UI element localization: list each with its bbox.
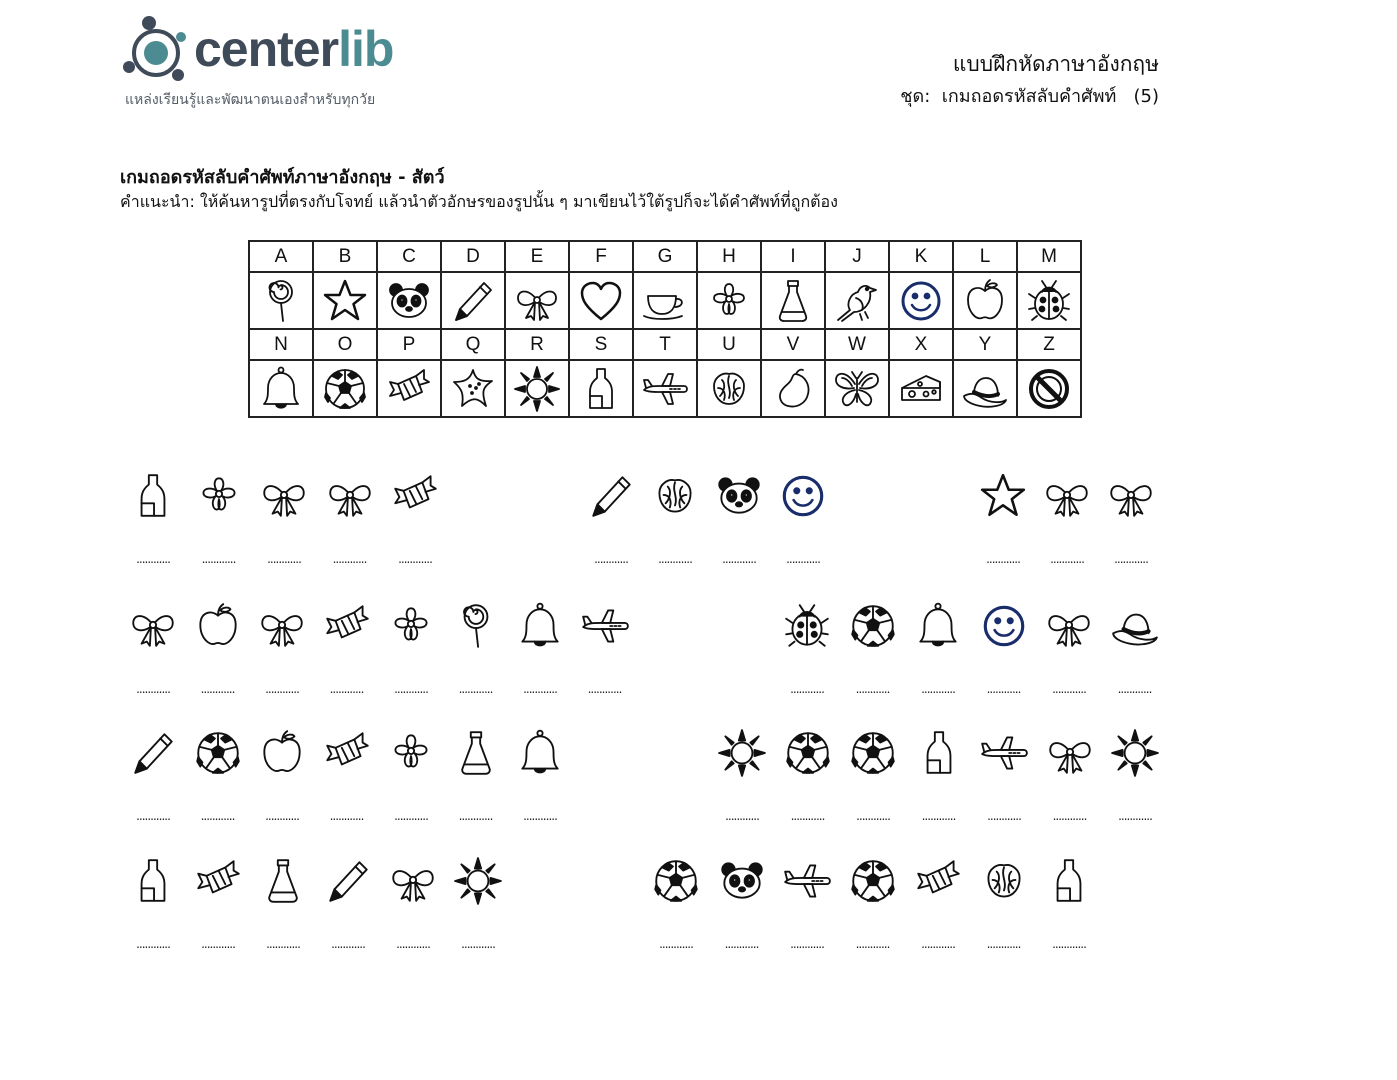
answer-blank[interactable]: ............ xyxy=(1114,552,1148,566)
puzzle-symbol xyxy=(1039,600,1099,696)
key-letter-cell: N xyxy=(249,329,313,360)
apple-icon xyxy=(960,276,1010,326)
key-icon-cell xyxy=(825,272,889,329)
answer-blank[interactable]: ............ xyxy=(329,682,364,696)
answer-blank[interactable]: ............ xyxy=(987,809,1021,823)
key-icon-cell xyxy=(761,272,825,329)
puzzle-symbol xyxy=(383,855,443,951)
star-icon xyxy=(320,276,370,326)
answer-blank[interactable]: ............ xyxy=(1052,809,1087,823)
answer-blank[interactable]: ............ xyxy=(136,682,170,696)
puzzle-symbol xyxy=(974,727,1034,823)
key-icon-cell xyxy=(825,360,889,417)
hat-icon xyxy=(960,364,1010,414)
puzzle-symbol xyxy=(973,470,1033,566)
sun-icon xyxy=(716,727,768,779)
bow-icon xyxy=(324,470,376,522)
answer-blank[interactable]: ............ xyxy=(790,809,825,823)
cabbage-icon xyxy=(978,855,1030,907)
puzzle-symbol xyxy=(123,855,183,951)
key-letter-cell: Y xyxy=(953,329,1017,360)
answer-blank[interactable]: ............ xyxy=(461,937,495,951)
puzzle-symbol xyxy=(448,855,508,951)
answer-blank[interactable]: ............ xyxy=(659,937,693,951)
bottle-icon xyxy=(1043,855,1095,907)
puzzle-symbol xyxy=(253,855,313,951)
candy-icon xyxy=(389,470,441,522)
game-title: เกมถอดรหัสลับคำศัพท์ภาษาอังกฤษ - สัตว์ xyxy=(120,167,445,188)
panda-icon xyxy=(716,855,768,907)
airplane-icon xyxy=(579,600,631,652)
flower-icon xyxy=(385,600,437,652)
logo-molecule-icon xyxy=(120,15,192,87)
starfish-icon xyxy=(448,364,498,414)
sun-icon xyxy=(1109,727,1161,779)
key-letter-cell: B xyxy=(313,241,377,272)
set-name: เกมถอดรหัสลับคำศัพท์ xyxy=(941,86,1117,107)
key-icon-cell xyxy=(505,272,569,329)
key-letter-cell: G xyxy=(633,241,697,272)
puzzle-symbol xyxy=(712,727,772,823)
puzzle-symbol xyxy=(1039,855,1099,951)
puzzle-symbol xyxy=(254,470,314,566)
soccer-ball-icon xyxy=(192,727,244,779)
smiley-icon xyxy=(896,276,946,326)
puzzle-symbol xyxy=(974,855,1034,951)
answer-blank[interactable]: ............ xyxy=(523,682,557,696)
answer-blank[interactable]: ............ xyxy=(724,937,759,951)
key-icon-cell xyxy=(441,272,505,329)
key-letter-cell: V xyxy=(761,329,825,360)
set-label: ชุด: xyxy=(900,86,931,107)
bell-icon xyxy=(912,600,964,652)
set-number: (5) xyxy=(1133,86,1159,107)
key-icon-cell xyxy=(249,272,313,329)
puzzle-symbol xyxy=(252,727,312,823)
pencil-icon xyxy=(585,470,637,522)
smiley-icon xyxy=(777,470,829,522)
puzzle-symbol xyxy=(773,470,833,566)
answer-blank[interactable]: ............ xyxy=(265,809,299,823)
answer-blank[interactable]: ............ xyxy=(594,552,628,566)
answer-blank[interactable]: ............ xyxy=(332,552,367,566)
panda-icon xyxy=(713,470,765,522)
apple-icon xyxy=(192,600,244,652)
answer-blank[interactable]: ............ xyxy=(986,552,1020,566)
key-icon-cell xyxy=(1017,272,1081,329)
pencil-icon xyxy=(322,855,374,907)
bow-icon xyxy=(1105,470,1157,522)
bow-icon xyxy=(258,470,310,522)
puzzle-symbol xyxy=(381,600,441,696)
key-icon-cell xyxy=(953,360,1017,417)
sun-icon xyxy=(452,855,504,907)
puzzle-symbol xyxy=(645,470,705,566)
answer-blank[interactable]: ............ xyxy=(136,937,170,951)
no-sign-icon xyxy=(1024,364,1074,414)
lollipop-icon xyxy=(450,600,502,652)
answer-blank[interactable]: ............ xyxy=(136,552,170,566)
key-icon-cell xyxy=(569,272,633,329)
answer-blank[interactable]: ............ xyxy=(458,682,493,696)
answer-blank[interactable]: ............ xyxy=(329,809,364,823)
puzzle-symbol xyxy=(575,600,635,696)
logo-tagline: แหล่งเรียนรู้และพัฒนาตนเองสำหรับทุกวัย xyxy=(125,92,376,108)
worksheet-title: แบบฝึกหัดภาษาอังกฤษ xyxy=(952,52,1159,76)
answer-blank[interactable]: ............ xyxy=(201,552,236,566)
answer-blank[interactable]: ............ xyxy=(1052,937,1086,951)
answer-blank[interactable]: ............ xyxy=(986,937,1021,951)
key-icon-cell xyxy=(761,360,825,417)
key-icon-cell xyxy=(633,360,697,417)
answer-blank[interactable]: ............ xyxy=(790,937,824,951)
logo-wordmark: centerlib xyxy=(194,21,394,77)
answer-blank[interactable]: ............ xyxy=(856,809,890,823)
cabbage-icon xyxy=(704,364,754,414)
soccer-ball-icon xyxy=(847,855,899,907)
puzzle-symbol xyxy=(188,727,248,823)
code-key-table xyxy=(248,240,1082,418)
key-letter-cell: Z xyxy=(1017,329,1081,360)
soccer-ball-icon xyxy=(847,727,899,779)
ladybug-icon xyxy=(1024,276,1074,326)
puzzle-symbol xyxy=(1101,470,1161,566)
key-letter-cell: S xyxy=(569,329,633,360)
puzzle-symbol xyxy=(189,470,249,566)
answer-blank[interactable]: ............ xyxy=(265,682,299,696)
bow-icon xyxy=(387,855,439,907)
key-icon-cell xyxy=(633,272,697,329)
bow-icon xyxy=(1041,470,1093,522)
puzzle-symbol xyxy=(510,600,570,696)
bow-icon xyxy=(256,600,308,652)
key-letter-cell: M xyxy=(1017,241,1081,272)
flower-icon xyxy=(385,727,437,779)
candy-icon xyxy=(321,600,373,652)
puzzle-symbol xyxy=(188,600,248,696)
pencil-icon xyxy=(448,276,498,326)
puzzle-symbol xyxy=(709,470,769,566)
ladybug-icon xyxy=(781,600,833,652)
answer-blank[interactable]: ............ xyxy=(786,552,820,566)
puzzle-symbol xyxy=(123,727,183,823)
answer-blank[interactable]: ............ xyxy=(1117,682,1152,696)
puzzle-symbol xyxy=(909,727,969,823)
worksheet-set xyxy=(900,81,1159,110)
candy-icon xyxy=(192,855,244,907)
mango-icon xyxy=(768,364,818,414)
candy-icon xyxy=(912,855,964,907)
puzzle-symbol xyxy=(843,855,903,951)
puzzle-symbol xyxy=(252,600,312,696)
key-letter-cell: I xyxy=(761,241,825,272)
bell-icon xyxy=(514,600,566,652)
star-icon xyxy=(977,470,1029,522)
bottle-icon xyxy=(127,470,179,522)
key-icon-cell xyxy=(249,360,313,417)
answer-blank[interactable]: ............ xyxy=(1118,809,1152,823)
bottle-icon xyxy=(127,855,179,907)
puzzle-symbol xyxy=(1105,600,1165,696)
puzzle-symbol xyxy=(317,600,377,696)
key-letter-cell: Q xyxy=(441,329,505,360)
key-letter-cell: U xyxy=(697,329,761,360)
answer-blank[interactable]: ............ xyxy=(722,552,756,566)
hat-icon xyxy=(1109,600,1161,652)
answer-blank[interactable]: ............ xyxy=(921,937,955,951)
candy-icon xyxy=(321,727,373,779)
key-icon-cell xyxy=(889,360,953,417)
puzzle-symbol xyxy=(320,470,380,566)
answer-blank[interactable]: ............ xyxy=(398,552,432,566)
teacup-icon xyxy=(640,276,690,326)
soccer-ball-icon xyxy=(650,855,702,907)
answer-blank[interactable]: ............ xyxy=(201,937,235,951)
puzzle-symbol xyxy=(974,600,1034,696)
key-icon-cell xyxy=(569,360,633,417)
lollipop-icon xyxy=(256,276,306,326)
key-icon-cell xyxy=(505,360,569,417)
bottle-icon xyxy=(913,727,965,779)
puzzle-symbol xyxy=(123,470,183,566)
key-letter-cell: R xyxy=(505,329,569,360)
flower-icon xyxy=(704,276,754,326)
bow-icon xyxy=(1044,727,1096,779)
answer-blank[interactable]: ............ xyxy=(394,682,428,696)
puzzle-symbol xyxy=(646,855,706,951)
bird-icon xyxy=(832,276,882,326)
instruction-text: คำแนะนำ: ให้ค้นหารูปที่ตรงกับโจทย์ แล้วนำตัวอักษรของรูปนั้น ๆ มาเขียนไว้ใต้รูปก็จะได้คำศัพท์ที่ถูกต้อง xyxy=(120,192,838,211)
answer-blank[interactable]: ............ xyxy=(266,937,300,951)
answer-blank[interactable]: ............ xyxy=(523,809,557,823)
key-icon-cell xyxy=(953,272,1017,329)
key-letter-cell: F xyxy=(569,241,633,272)
answer-blank[interactable]: ............ xyxy=(458,809,493,823)
key-letter-cell: J xyxy=(825,241,889,272)
key-letter-cell: P xyxy=(377,329,441,360)
puzzle-symbol xyxy=(1105,727,1165,823)
puzzle-symbol xyxy=(843,727,903,823)
smiley-icon xyxy=(978,600,1030,652)
answer-blank[interactable]: ............ xyxy=(790,682,824,696)
key-letter-cell: C xyxy=(377,241,441,272)
answer-blank[interactable]: ............ xyxy=(986,682,1021,696)
puzzle-symbol xyxy=(712,855,772,951)
bell-icon xyxy=(256,364,306,414)
puzzle-symbol xyxy=(381,727,441,823)
key-icon-cell xyxy=(313,272,377,329)
panda-icon xyxy=(384,276,434,326)
key-letter-cell: H xyxy=(697,241,761,272)
heart-icon xyxy=(576,276,626,326)
answer-blank[interactable]: ............ xyxy=(200,809,235,823)
butterfly-icon xyxy=(832,364,882,414)
key-letter-cell: D xyxy=(441,241,505,272)
soccer-ball-icon xyxy=(320,364,370,414)
answer-blank[interactable]: ............ xyxy=(658,552,692,566)
puzzle-symbol xyxy=(777,600,837,696)
answer-blank[interactable]: ............ xyxy=(396,937,430,951)
key-icon-cell xyxy=(441,360,505,417)
puzzle-symbol xyxy=(843,600,903,696)
logo xyxy=(120,15,450,110)
answer-blank[interactable]: ............ xyxy=(394,809,428,823)
answer-blank[interactable]: ............ xyxy=(921,809,956,823)
answer-blank[interactable]: ............ xyxy=(855,937,890,951)
bow-icon xyxy=(127,600,179,652)
soccer-ball-icon xyxy=(847,600,899,652)
candy-icon xyxy=(384,364,434,414)
soccer-ball-icon xyxy=(782,727,834,779)
answer-blank[interactable]: ............ xyxy=(331,937,365,951)
puzzle-symbol xyxy=(908,855,968,951)
key-letter-cell: O xyxy=(313,329,377,360)
bow-icon xyxy=(512,276,562,326)
answer-blank[interactable]: ............ xyxy=(587,682,622,696)
flask-icon xyxy=(768,276,818,326)
puzzle-symbol xyxy=(317,727,377,823)
key-icon-cell xyxy=(1017,360,1081,417)
key-letter-cell: X xyxy=(889,329,953,360)
answer-blank[interactable]: ............ xyxy=(267,552,301,566)
puzzle-symbol xyxy=(510,727,570,823)
bottle-icon xyxy=(576,364,626,414)
key-icon-cell xyxy=(313,360,377,417)
puzzle-symbol xyxy=(446,727,506,823)
apple-icon xyxy=(256,727,308,779)
answer-blank[interactable]: ............ xyxy=(921,682,955,696)
cheese-icon xyxy=(896,364,946,414)
airplane-icon xyxy=(781,855,833,907)
pencil-icon xyxy=(127,727,179,779)
bow-icon xyxy=(1043,600,1095,652)
key-letter-cell: A xyxy=(249,241,313,272)
puzzle-symbol xyxy=(908,600,968,696)
flask-icon xyxy=(257,855,309,907)
answer-blank[interactable]: ............ xyxy=(136,809,170,823)
puzzle-symbol xyxy=(778,727,838,823)
key-icon-cell xyxy=(377,272,441,329)
key-letter-cell: W xyxy=(825,329,889,360)
puzzle-symbol xyxy=(385,470,445,566)
key-letter-cell: K xyxy=(889,241,953,272)
puzzle-symbol xyxy=(318,855,378,951)
puzzle-symbol xyxy=(581,470,641,566)
answer-blank[interactable]: ............ xyxy=(200,682,235,696)
key-letter-cell: L xyxy=(953,241,1017,272)
key-letter-cell: E xyxy=(505,241,569,272)
key-letter-cell: T xyxy=(633,329,697,360)
answer-blank[interactable]: ............ xyxy=(1052,682,1086,696)
puzzle-symbol xyxy=(1040,727,1100,823)
key-icon-cell xyxy=(889,272,953,329)
puzzle-symbol xyxy=(777,855,837,951)
puzzle-symbol xyxy=(188,855,248,951)
key-icon-cell xyxy=(697,272,761,329)
key-icon-cell xyxy=(697,360,761,417)
flower-icon xyxy=(193,470,245,522)
answer-blank[interactable]: ............ xyxy=(1050,552,1084,566)
airplane-icon xyxy=(978,727,1030,779)
puzzle-symbol xyxy=(123,600,183,696)
airplane-icon xyxy=(640,364,690,414)
key-icon-cell xyxy=(377,360,441,417)
puzzle-symbol xyxy=(446,600,506,696)
bell-icon xyxy=(514,727,566,779)
puzzle-symbol xyxy=(1037,470,1097,566)
cabbage-icon xyxy=(649,470,701,522)
flask-icon xyxy=(450,727,502,779)
answer-blank[interactable]: ............ xyxy=(855,682,890,696)
answer-blank[interactable]: ............ xyxy=(725,809,759,823)
sun-icon xyxy=(512,364,562,414)
